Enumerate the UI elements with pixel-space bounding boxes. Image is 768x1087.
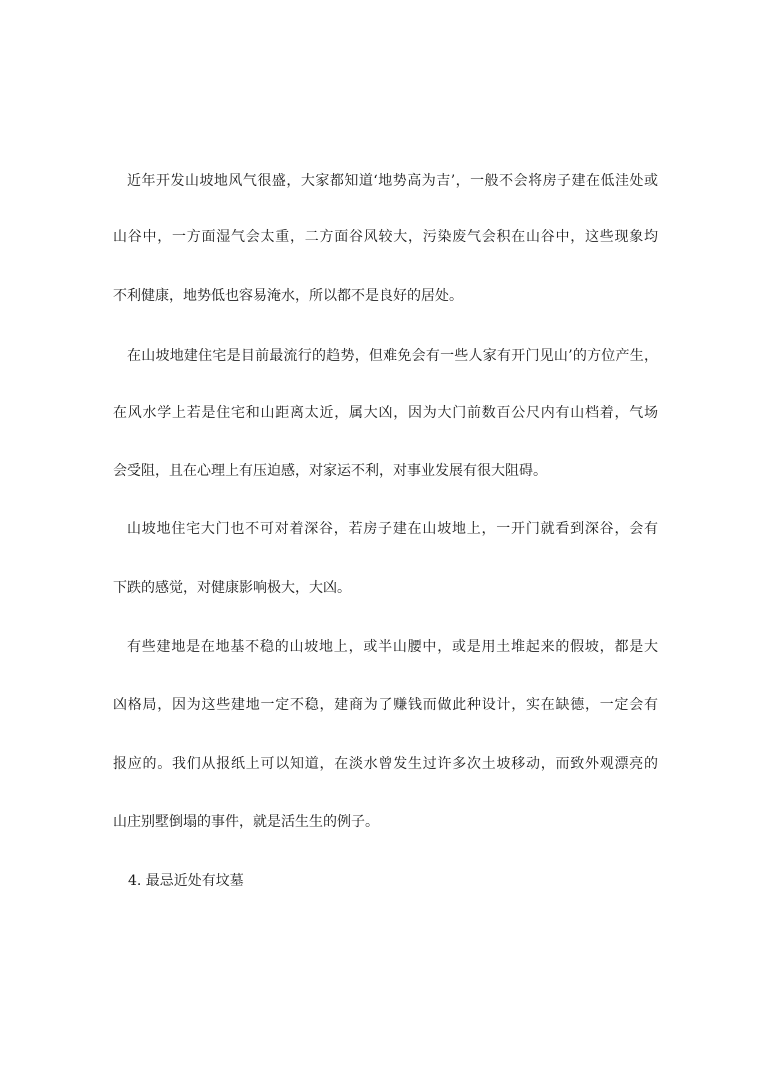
section-heading: 4. 最忌近处有坟墓	[128, 873, 244, 889]
paragraph-4-line-4: 山庄别墅倒塌的事件，就是活生生的例子。	[113, 814, 379, 830]
paragraph-2-line-3: 会受阻，且在心理上有压迫感，对家运不利，对事业发展有很大阻碍。	[113, 463, 547, 479]
paragraph-4-line-3: 报应的。我们从报纸上可以知道，在淡水曾发生过许多次土坡移动，而致外观漂亮的	[113, 756, 658, 772]
paragraph-3-line-2: 下跌的感觉，对健康影响极大，大凶。	[113, 580, 351, 596]
paragraph-1-line-1: 近年开发山坡地风气很盛，大家都知道‘地势高为吉’，一般不会将房子建在低洼处或	[127, 173, 658, 189]
paragraph-1-line-2: 山谷中，一方面湿气会太重，二方面谷风较大，污染废气会积在山谷中，这些现象均	[113, 229, 658, 245]
paragraph-4-line-1: 有些建地是在地基不稳的山坡地上，或半山腰中，或是用土堆起来的假坡，都是大	[127, 639, 658, 655]
paragraph-3-line-1: 山坡地住宅大门也不可对着深谷，若房子建在山坡地上，一开门就看到深谷，会有	[127, 521, 658, 537]
paragraph-2-line-1: 在山坡地建住宅是目前最流行的趋势，但难免会有一些人家有开门见山’的方位产生，	[127, 348, 658, 364]
paragraph-2-line-2: 在风水学上若是住宅和山距离太近，属大凶，因为大门前数百公尺内有山档着，气场	[113, 405, 658, 421]
paragraph-1-line-3: 不利健康，地势低也容易淹水，所以都不是良好的居处。	[113, 288, 463, 304]
paragraph-4-line-2: 凶格局，因为这些建地一定不稳，建商为了赚钱而做此种设计，实在缺德，一定会有	[113, 697, 658, 713]
